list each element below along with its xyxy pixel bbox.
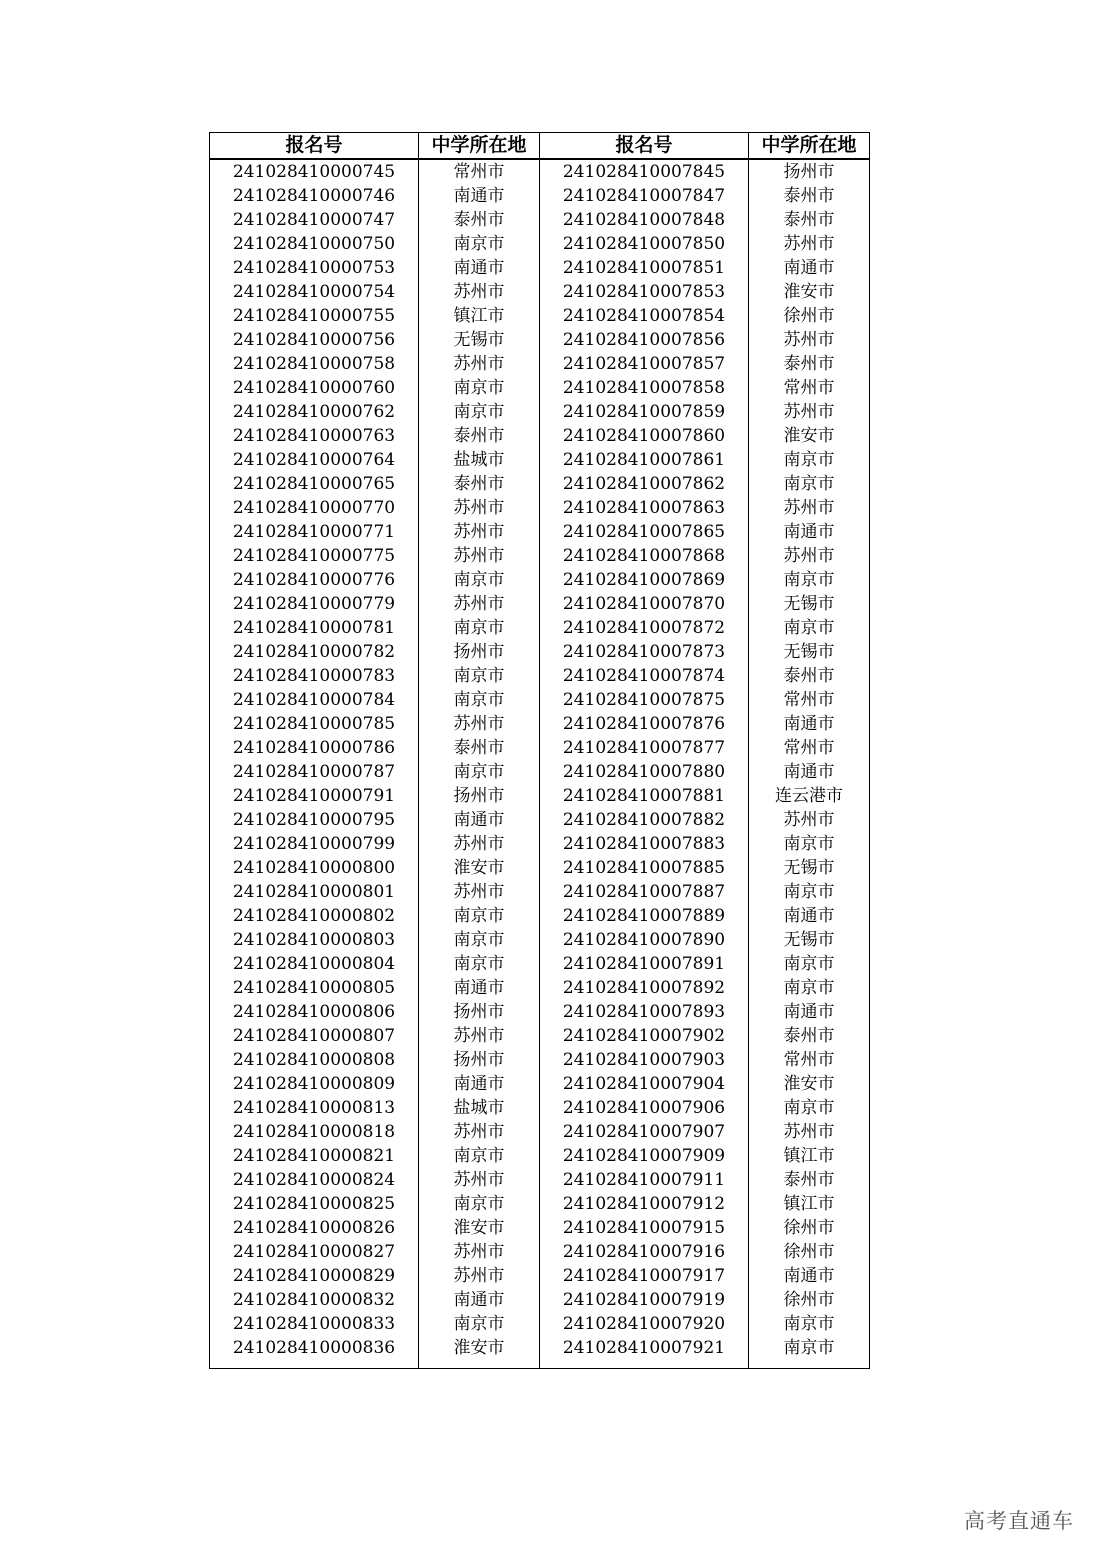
cell-school-location-right: 无锡市 [749,928,870,952]
cell-school-location-left: 苏州市 [419,1120,540,1144]
table-row [210,256,870,280]
cell-school-location-right: 徐州市 [749,1240,870,1264]
cell-school-location-right: 南京市 [749,1312,870,1336]
cell-school-location-right: 泰州市 [749,1168,870,1192]
table-row [210,688,870,712]
cell-registration-number-right: 241028410007870 [540,592,749,616]
cell-school-location-left: 苏州市 [419,520,540,544]
header-registration-number-right: 报名号 [540,133,749,160]
cell-school-location-left: 苏州市 [419,1168,540,1192]
cell-registration-number-right: 241028410007917 [540,1264,749,1288]
table-row [210,424,870,448]
cell-registration-number-left: 241028410000824 [210,1168,419,1192]
cell-school-location-right: 泰州市 [749,1024,870,1048]
cell-registration-number-left: 241028410000754 [210,280,419,304]
cell-school-location-left: 泰州市 [419,472,540,496]
cell-registration-number-left: 241028410000776 [210,568,419,592]
cell-school-location-left: 南通市 [419,256,540,280]
cell-registration-number-right: 241028410007872 [540,616,749,640]
cell-registration-number-left: 241028410000786 [210,736,419,760]
cell-registration-number-left: 241028410000764 [210,448,419,472]
cell-registration-number-right: 241028410007857 [540,352,749,376]
table-body [210,159,870,1369]
table-row [210,616,870,640]
table-row [210,1072,870,1096]
cell-school-location-right: 南通市 [749,712,870,736]
cell-school-location-left: 扬州市 [419,784,540,808]
cell-registration-number-left: 241028410000800 [210,856,419,880]
cell-school-location-right: 南京市 [749,472,870,496]
cell-school-location-right: 南通市 [749,904,870,928]
cell-school-location-right: 南京市 [749,880,870,904]
cell-school-location-right: 泰州市 [749,208,870,232]
cell-registration-number-left: 241028410000750 [210,232,419,256]
cell-registration-number-left: 241028410000825 [210,1192,419,1216]
cell-school-location-right: 徐州市 [749,304,870,328]
cell-school-location-right: 南通市 [749,760,870,784]
cell-registration-number-left: 241028410000746 [210,184,419,208]
cell-school-location-left: 淮安市 [419,1336,540,1360]
cell-registration-number-right: 241028410007854 [540,304,749,328]
table-row [210,328,870,352]
cell-school-location-right: 常州市 [749,376,870,400]
cell-school-location-left: 苏州市 [419,880,540,904]
cell-school-location-right: 南通市 [749,520,870,544]
cell-registration-number-right: 241028410007847 [540,184,749,208]
cell-school-location-right: 苏州市 [749,328,870,352]
cell-school-location-right: 淮安市 [749,280,870,304]
cell-school-location-left: 南京市 [419,232,540,256]
table-row [210,184,870,208]
cell-school-location-right: 南京市 [749,1336,870,1360]
padding-cell [210,1360,419,1369]
table-row [210,1192,870,1216]
cell-school-location-left: 扬州市 [419,1000,540,1024]
cell-registration-number-left: 241028410000779 [210,592,419,616]
cell-school-location-left: 泰州市 [419,736,540,760]
table-bottom-padding [210,1360,870,1369]
cell-school-location-right: 淮安市 [749,1072,870,1096]
cell-school-location-left: 苏州市 [419,592,540,616]
cell-registration-number-right: 241028410007863 [540,496,749,520]
cell-registration-number-left: 241028410000745 [210,159,419,184]
cell-registration-number-right: 241028410007868 [540,544,749,568]
cell-registration-number-right: 241028410007891 [540,952,749,976]
cell-registration-number-left: 241028410000818 [210,1120,419,1144]
cell-registration-number-left: 241028410000765 [210,472,419,496]
cell-school-location-right: 南京市 [749,568,870,592]
cell-registration-number-left: 241028410000826 [210,1216,419,1240]
watermark-text: 高考直通车 [964,1509,1074,1533]
cell-school-location-left: 南京市 [419,568,540,592]
table-row [210,976,870,1000]
cell-registration-number-right: 241028410007876 [540,712,749,736]
cell-school-location-right: 徐州市 [749,1288,870,1312]
cell-school-location-left: 苏州市 [419,1024,540,1048]
cell-school-location-left: 盐城市 [419,448,540,472]
cell-registration-number-right: 241028410007869 [540,568,749,592]
cell-registration-number-left: 241028410000827 [210,1240,419,1264]
table-row [210,808,870,832]
cell-school-location-right: 苏州市 [749,544,870,568]
table-row [210,856,870,880]
table-row [210,1048,870,1072]
table-row [210,496,870,520]
cell-registration-number-left: 241028410000785 [210,712,419,736]
cell-registration-number-left: 241028410000763 [210,424,419,448]
table-row [210,400,870,424]
cell-registration-number-right: 241028410007885 [540,856,749,880]
table-row [210,1288,870,1312]
cell-school-location-right: 连云港市 [749,784,870,808]
cell-registration-number-right: 241028410007880 [540,760,749,784]
cell-school-location-left: 南通市 [419,1288,540,1312]
cell-registration-number-left: 241028410000832 [210,1288,419,1312]
table-row [210,1312,870,1336]
cell-registration-number-left: 241028410000808 [210,1048,419,1072]
cell-registration-number-left: 241028410000781 [210,616,419,640]
cell-school-location-left: 扬州市 [419,1048,540,1072]
cell-registration-number-right: 241028410007874 [540,664,749,688]
cell-registration-number-left: 241028410000801 [210,880,419,904]
cell-registration-number-right: 241028410007850 [540,232,749,256]
cell-school-location-left: 苏州市 [419,352,540,376]
cell-school-location-left: 淮安市 [419,856,540,880]
cell-registration-number-right: 241028410007877 [540,736,749,760]
cell-registration-number-left: 241028410000805 [210,976,419,1000]
cell-registration-number-left: 241028410000809 [210,1072,419,1096]
cell-school-location-right: 南京市 [749,832,870,856]
table-row [210,352,870,376]
cell-school-location-right: 南京市 [749,616,870,640]
cell-school-location-right: 苏州市 [749,496,870,520]
header-registration-number-left: 报名号 [210,133,419,160]
cell-school-location-left: 南京市 [419,928,540,952]
cell-registration-number-left: 241028410000784 [210,688,419,712]
header-school-location-left: 中学所在地 [419,133,540,160]
cell-school-location-left: 南京市 [419,760,540,784]
cell-registration-number-right: 241028410007890 [540,928,749,952]
table-row [210,736,870,760]
cell-registration-number-left: 241028410000758 [210,352,419,376]
cell-school-location-right: 无锡市 [749,640,870,664]
cell-registration-number-left: 241028410000791 [210,784,419,808]
cell-registration-number-left: 241028410000806 [210,1000,419,1024]
cell-registration-number-left: 241028410000762 [210,400,419,424]
table-row [210,784,870,808]
cell-school-location-right: 常州市 [749,688,870,712]
cell-school-location-left: 淮安市 [419,1216,540,1240]
table-row [210,1264,870,1288]
cell-registration-number-right: 241028410007906 [540,1096,749,1120]
table-header-row [210,133,870,160]
cell-registration-number-right: 241028410007907 [540,1120,749,1144]
cell-registration-number-right: 241028410007853 [540,280,749,304]
table-row [210,760,870,784]
cell-registration-number-right: 241028410007860 [540,424,749,448]
cell-school-location-right: 泰州市 [749,352,870,376]
cell-registration-number-right: 241028410007902 [540,1024,749,1048]
cell-school-location-right: 无锡市 [749,856,870,880]
cell-school-location-left: 苏州市 [419,544,540,568]
table-row [210,904,870,928]
cell-registration-number-left: 241028410000747 [210,208,419,232]
cell-school-location-right: 无锡市 [749,592,870,616]
cell-registration-number-right: 241028410007861 [540,448,749,472]
table-row [210,832,870,856]
table-row [210,1144,870,1168]
cell-registration-number-right: 241028410007862 [540,472,749,496]
cell-registration-number-right: 241028410007909 [540,1144,749,1168]
padding-cell [540,1360,749,1369]
cell-school-location-right: 苏州市 [749,400,870,424]
cell-school-location-left: 南京市 [419,376,540,400]
table-row [210,1336,870,1360]
cell-school-location-right: 常州市 [749,736,870,760]
table-row [210,1120,870,1144]
cell-school-location-right: 泰州市 [749,184,870,208]
cell-school-location-left: 南京市 [419,400,540,424]
table-row [210,664,870,688]
cell-school-location-left: 南京市 [419,904,540,928]
cell-registration-number-right: 241028410007875 [540,688,749,712]
cell-school-location-left: 南京市 [419,1144,540,1168]
cell-school-location-right: 镇江市 [749,1192,870,1216]
cell-school-location-left: 苏州市 [419,280,540,304]
cell-registration-number-left: 241028410000799 [210,832,419,856]
table-row [210,928,870,952]
cell-registration-number-right: 241028410007845 [540,159,749,184]
cell-registration-number-right: 241028410007851 [540,256,749,280]
cell-school-location-left: 南京市 [419,688,540,712]
cell-registration-number-left: 241028410000804 [210,952,419,976]
cell-school-location-left: 苏州市 [419,712,540,736]
cell-school-location-right: 镇江市 [749,1144,870,1168]
cell-school-location-left: 泰州市 [419,424,540,448]
cell-registration-number-right: 241028410007903 [540,1048,749,1072]
table-row [210,1096,870,1120]
cell-school-location-right: 南京市 [749,952,870,976]
cell-registration-number-right: 241028410007911 [540,1168,749,1192]
cell-registration-number-left: 241028410000833 [210,1312,419,1336]
cell-school-location-right: 徐州市 [749,1216,870,1240]
table-row [210,1240,870,1264]
cell-registration-number-right: 241028410007919 [540,1288,749,1312]
cell-registration-number-left: 241028410000829 [210,1264,419,1288]
cell-registration-number-left: 241028410000813 [210,1096,419,1120]
cell-school-location-left: 苏州市 [419,1264,540,1288]
cell-school-location-right: 常州市 [749,1048,870,1072]
cell-school-location-left: 常州市 [419,159,540,184]
table-row [210,472,870,496]
cell-school-location-left: 苏州市 [419,496,540,520]
table-row [210,232,870,256]
table-row [210,712,870,736]
cell-school-location-left: 南京市 [419,1192,540,1216]
table-row [210,208,870,232]
cell-registration-number-left: 241028410000802 [210,904,419,928]
cell-school-location-right: 苏州市 [749,1120,870,1144]
cell-registration-number-right: 241028410007873 [540,640,749,664]
cell-school-location-right: 南京市 [749,976,870,1000]
cell-registration-number-left: 241028410000755 [210,304,419,328]
cell-school-location-right: 南通市 [749,1000,870,1024]
cell-registration-number-right: 241028410007904 [540,1072,749,1096]
table-row [210,520,870,544]
cell-school-location-left: 南通市 [419,184,540,208]
cell-school-location-left: 南京市 [419,616,540,640]
table-row [210,880,870,904]
cell-registration-number-right: 241028410007859 [540,400,749,424]
table-row [210,1168,870,1192]
roster-sheet [209,132,870,1369]
cell-school-location-left: 苏州市 [419,832,540,856]
header-school-location-right: 中学所在地 [749,133,870,160]
cell-school-location-left: 南京市 [419,664,540,688]
cell-registration-number-left: 241028410000770 [210,496,419,520]
table-row [210,544,870,568]
cell-registration-number-left: 241028410000795 [210,808,419,832]
cell-school-location-right: 苏州市 [749,808,870,832]
cell-registration-number-right: 241028410007856 [540,328,749,352]
table-row [210,592,870,616]
cell-school-location-right: 南通市 [749,1264,870,1288]
cell-registration-number-right: 241028410007915 [540,1216,749,1240]
cell-school-location-left: 南通市 [419,1072,540,1096]
cell-registration-number-right: 241028410007887 [540,880,749,904]
table-row [210,1000,870,1024]
cell-registration-number-right: 241028410007921 [540,1336,749,1360]
cell-registration-number-left: 241028410000775 [210,544,419,568]
cell-registration-number-right: 241028410007892 [540,976,749,1000]
cell-school-location-left: 镇江市 [419,304,540,328]
cell-school-location-right: 南京市 [749,1096,870,1120]
cell-registration-number-right: 241028410007889 [540,904,749,928]
cell-registration-number-left: 241028410000821 [210,1144,419,1168]
cell-registration-number-left: 241028410000803 [210,928,419,952]
cell-registration-number-left: 241028410000782 [210,640,419,664]
cell-registration-number-left: 241028410000771 [210,520,419,544]
cell-school-location-left: 南通市 [419,808,540,832]
cell-school-location-left: 盐城市 [419,1096,540,1120]
table-row [210,568,870,592]
table-row [210,376,870,400]
table-row [210,280,870,304]
cell-registration-number-left: 241028410000753 [210,256,419,280]
cell-registration-number-left: 241028410000807 [210,1024,419,1048]
cell-registration-number-right: 241028410007883 [540,832,749,856]
cell-registration-number-right: 241028410007848 [540,208,749,232]
table-row [210,1024,870,1048]
cell-registration-number-right: 241028410007881 [540,784,749,808]
cell-school-location-left: 南京市 [419,952,540,976]
cell-registration-number-right: 241028410007893 [540,1000,749,1024]
cell-registration-number-left: 241028410000787 [210,760,419,784]
table-row [210,448,870,472]
cell-school-location-right: 南通市 [749,256,870,280]
cell-school-location-right: 苏州市 [749,232,870,256]
cell-school-location-left: 南京市 [419,1312,540,1336]
cell-registration-number-left: 241028410000760 [210,376,419,400]
cell-school-location-left: 无锡市 [419,328,540,352]
cell-school-location-right: 南京市 [749,448,870,472]
table-row [210,304,870,328]
table-row [210,159,870,184]
cell-school-location-right: 扬州市 [749,159,870,184]
roster-table [209,132,870,1369]
cell-registration-number-right: 241028410007865 [540,520,749,544]
cell-school-location-right: 淮安市 [749,424,870,448]
cell-school-location-left: 扬州市 [419,640,540,664]
table-row [210,1216,870,1240]
table-row [210,640,870,664]
cell-registration-number-right: 241028410007858 [540,376,749,400]
cell-school-location-right: 泰州市 [749,664,870,688]
cell-registration-number-right: 241028410007882 [540,808,749,832]
cell-registration-number-right: 241028410007916 [540,1240,749,1264]
padding-cell [419,1360,540,1369]
cell-registration-number-right: 241028410007920 [540,1312,749,1336]
cell-school-location-left: 南通市 [419,976,540,1000]
cell-school-location-left: 泰州市 [419,208,540,232]
padding-cell [749,1360,870,1369]
cell-registration-number-left: 241028410000783 [210,664,419,688]
cell-registration-number-left: 241028410000836 [210,1336,419,1360]
table-row [210,952,870,976]
cell-registration-number-left: 241028410000756 [210,328,419,352]
cell-registration-number-right: 241028410007912 [540,1192,749,1216]
cell-school-location-left: 苏州市 [419,1240,540,1264]
